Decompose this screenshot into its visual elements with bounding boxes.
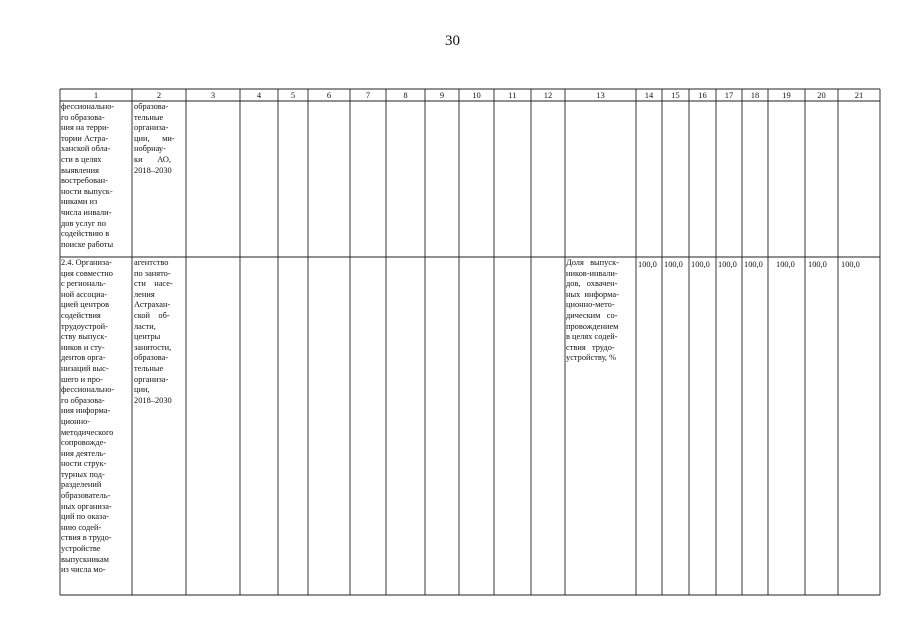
row2-indicator-line: дическим со- [566,310,618,320]
row2-executor-line: по занято- [134,268,171,278]
row2-activity-line: ной ассоциа- [61,289,108,299]
row2-executor-line: тельные [134,363,164,373]
row1-executor-line: тельные [134,112,164,122]
row1-activity-line: поиске работы [61,239,114,249]
row2-value-col20: 100,0 [808,260,827,269]
row2-executor-line: центры [134,332,161,342]
row1-activity-cell [61,102,131,250]
row2-activity-line: ния деятель- [61,448,106,458]
column-header-20: 20 [817,90,826,100]
column-header-9: 9 [439,90,445,100]
column-header-19: 19 [782,90,791,100]
row2-executor-cell [134,258,184,406]
row1-activity-line: никами из [61,197,98,207]
row2-value-col14: 100,0 [638,260,657,269]
row1-activity-line: сти в целях [61,154,102,164]
row2-executor-line: 2018–2030 [134,395,172,405]
row2-executor-line: ласти, [134,321,156,331]
row1-activity-line: ния на терри- [61,123,110,133]
row1-activity-line: выявления [61,165,99,175]
row2-indicator-line: провождением [566,321,619,331]
row2-activity-line: ников и сту- [61,342,105,352]
row2-activity-line: ций по оказа- [61,512,109,522]
row2-activity-line: разделений [61,480,102,490]
row2-activity-line: выпускникам [61,554,109,564]
row2-activity-line: ству выпуск- [61,332,108,342]
row2-activity-line: ция совместно [61,268,113,278]
column-header-18: 18 [750,90,760,100]
row1-activity-line: фессионально- [61,102,115,111]
row2-activity-line: ствия в трудо- [61,533,112,543]
row2-activity-line: ных организа- [61,501,112,511]
row2-indicator-cell [566,258,632,364]
column-header-4: 4 [256,90,262,100]
row1-executor-cell [134,102,184,176]
row1-executor-line: организа- [134,123,169,133]
column-header-17: 17 [724,90,734,100]
row2-activity-line: из числа мо- [61,565,106,575]
row2-indicator-line: ционно-мето- [566,300,615,310]
row1-executor-line: 2018–2030 [134,165,172,175]
row2-executor-line: занятости, [134,342,172,352]
column-header-15: 15 [671,90,680,100]
row1-executor-line: ки АО, [134,154,171,164]
row2-activity-line: образователь- [61,491,111,501]
row2-indicator-line: дов, охвачен- [566,279,618,289]
row2-indicator-line: ников-инвали- [566,268,618,278]
row2-activity-line: трудоустрой- [61,321,108,331]
row2-value-col21: 100,0 [841,260,860,269]
row2-activity-line: дентов орга- [61,353,106,363]
column-header-5: 5 [290,90,296,100]
row2-activity-line: содействия [61,310,101,320]
row2-activity-line: низаций выс- [61,363,109,373]
row1-activity-line: содействию в [61,229,110,239]
row2-indicator-line: ных информа- [566,289,619,299]
row2-activity-line: ционно- [61,416,91,426]
row2-value-col17: 100,0 [718,260,737,269]
row2-activity-line: шего и про- [61,374,103,384]
column-header-2: 2 [156,90,162,100]
row1-activity-line: дов услуг по [61,218,106,228]
row2-executor-line: Астрахан- [134,300,171,310]
column-header-21: 21 [854,90,864,100]
row2-executor-line: ции, [134,385,150,395]
column-header-7: 7 [365,90,371,100]
row2-activity-line: нию содей- [61,522,102,532]
row2-activity-line: ния информа- [61,406,111,416]
column-header-6: 6 [326,90,332,100]
row1-executor-line: нобрнау- [134,144,166,154]
row2-value-col16: 100,0 [691,260,710,269]
column-header-3: 3 [210,90,216,100]
row2-executor-line: сти насе- [134,279,173,289]
row2-executor-line: ской об- [134,310,170,320]
row1-activity-line: числа инвали- [61,207,112,217]
row2-activity-line: с региональ- [61,279,106,289]
row2-activity-line: фессионально- [61,385,115,395]
row1-activity-line: го образова- [61,112,105,122]
row2-activity-line: устройстве [61,544,101,554]
column-header-1: 1 [93,90,99,100]
column-header-11: 11 [508,90,517,100]
row2-value-col15: 100,0 [664,260,683,269]
row2-activity-line: цией центров [61,300,110,310]
row1-activity-line: тории Астра- [61,133,108,143]
row2-indicator-line: ствия трудо- [566,342,615,352]
row2-activity-line: сопровожде- [61,438,107,448]
column-header-8: 8 [403,90,408,100]
column-header-12: 12 [543,90,553,100]
row2-activity-line: турных под- [61,469,105,479]
row1-executor-line: образова- [134,102,169,111]
column-header-10: 10 [472,90,481,100]
column-header-14: 14 [644,90,654,100]
row2-activity-line: 2.4. Организа- [61,258,112,267]
row1-activity-line: ханской обла- [61,144,111,154]
column-header-13: 13 [596,90,605,100]
row2-indicator-line: Доля выпуск- [566,258,619,267]
row2-activity-line: го образова- [61,395,105,405]
row2-value-col18: 100,0 [744,260,763,269]
row2-executor-line: образова- [134,353,169,363]
row2-activity-line: методического [61,427,114,437]
row2-executor-line: агентство [134,258,169,267]
row2-executor-line: организа- [134,374,169,384]
row2-value-col19: 100,0 [776,260,795,269]
row2-activity-line: ности струк- [61,459,107,469]
row2-executor-line: ления [134,289,155,299]
row2-indicator-line: в целях содей- [566,332,618,342]
page-number: 30 [445,33,460,49]
row1-activity-line: ности выпуск- [61,186,113,196]
column-header-16: 16 [698,90,707,100]
row2-activity-cell [61,258,131,576]
row2-indicator-line: устройству, % [566,353,617,363]
row1-activity-line: востребован- [61,176,108,186]
row1-executor-line: ции, ми- [134,133,175,143]
